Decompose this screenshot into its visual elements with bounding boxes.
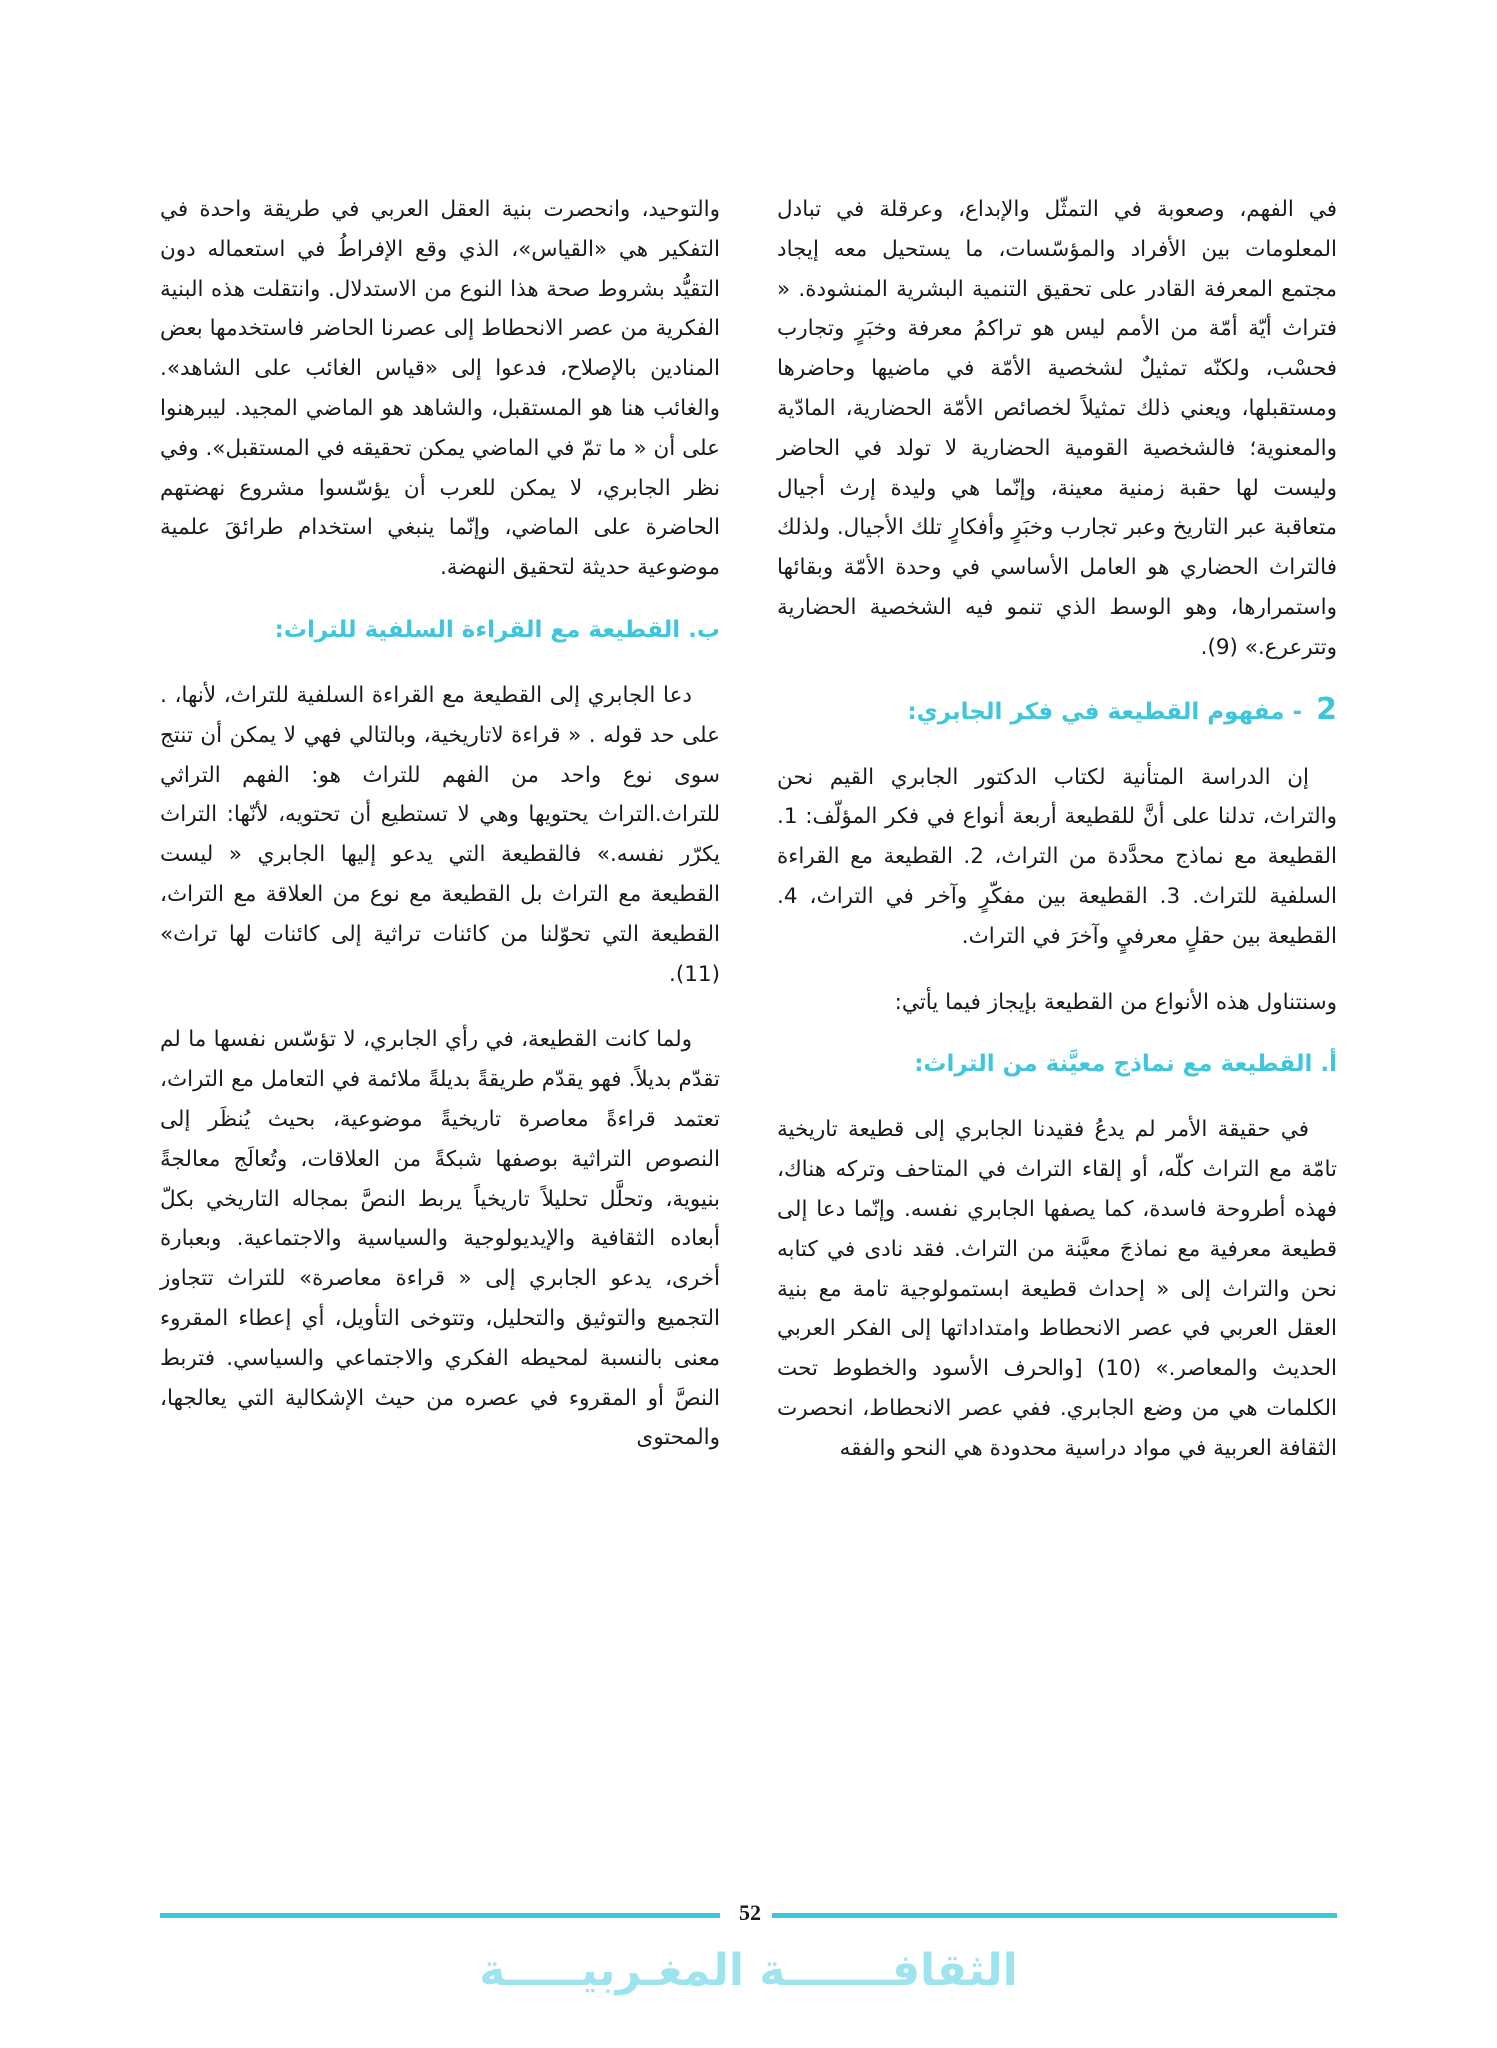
body-paragraph: إن الدراسة المتأنية لكتاب الدكتور الجابري القيم نحن والتراث، تدلنا على أنَّ للقطيعة أربعة أنواع في فكر المؤلّف: 1. القطيعة مع نماذج محدَّدة من التراث، 2. القطيعة مع القراءة السلفية للتراث. 3. القطيعة بين مفكّرٍ وآخر في التراث، 4. القطيعة بين حقلٍ معرفيٍ وآخرَ في التراث.	[777, 764, 1337, 949]
left-column	[160, 190, 720, 1458]
body-paragraph: في حقيقة الأمر لم يدعُ فقيدنا الجابري إلى قطيعة تاريخية تامّة مع التراث كلّه، أو إلقاء التراث في المتاحف وتركه هناك، فهذه أطروحة فاسدة، كما يصفها الجابري نفسه. وإنّما دعا إلى قطيعة معرفية مع نماذجَ معيَّنة من التراث. فقد نادى في كتابه نحن والتراث إلى « إحداث قطيعة ابستمولوجية تامة مع بنية العقل العربي في عصر الانحطاط وامتداداتها إلى الفكر العربي الحديث والمعاصر.» (10) [والحرف الأسود والخطوط تحت الكلمات هي من وضع الجابري. ففي عصر الانحطاط، انحصرت الثقافة العربية في مواد دراسية محدودة هي النحو والفقه	[777, 1117, 1337, 1461]
body-paragraph: في الفهم، وصعوبة في التمثّل والإبداع، وعرقلة في تبادل المعلومات بين الأفراد والمؤسّسات، ما يستحيل معه إيجاد مجتمع المعرفة القادر على تحقيق التنمية البشرية المنشودة. « فتراث أيّة أمّة من الأمم ليس هو تراكمُ معرفة وخبَرٍ وتجارب فحسْب، ولكنّه تمثيلٌ لشخصية الأمّة في ماضيها وحاضرها ومستقبلها، ويعني ذلك تمثيلاً لخصائص الأمّة الحضارية، المادّية والمعنوية؛ فالشخصية القومية الحضارية لا تولد في الحاضر وليست لها حقبة زمنية معينة، وإنّما هي وليدة إرث أجيال متعاقبة عبر التاريخ وعبر تجارب وخبَرٍ وأفكارٍ تلك الأجيال. ولذلك فالتراث الحضاري هو العامل الأساسي في وحدة الأمّة وبقائها واستمرارها، وهو الوسط الذي تنمو فيه الشخصية الحضارية وتترعرع.» (9).	[777, 197, 1337, 660]
body-paragraph: والتوحيد، وانحصرت بنية العقل العربي في طريقة واحدة في التفكير هي «القياس»، الذي وقع الإفراطُ في استعماله دون التقيُّد بشروط صحة هذا النوع من الاستدلال. وانتقلت هذه البنية الفكرية من عصر الانحطاط إلى عصرنا الحاضر فاستخدمها بعض المنادين بالإصلاح، فدعوا إلى «قياس الغائب على الشاهد». والغائب هنا هو المستقبل، والشاهد هو الماضي المجيد. ليبرهنوا على أن « ما تمّ في الماضي يمكن تحقيقه في المستقبل». وفي نظر الجابري، لا يمكن للعرب أن يؤسّسوا مشروع نهضتهم الحاضرة على الماضي، وإنّما ينبغي استخدام طرائقَ علمية موضوعية حديثة لتحقيق النهضة.	[160, 197, 720, 581]
footer-rule-right	[772, 1913, 1337, 1918]
page-footer	[0, 1900, 1497, 1930]
body-paragraph: دعا الجابري إلى القطيعة مع القراءة السلفية للتراث، لأنها، . على حد قوله . « قراءة لاتاريخية، وبالتالي فهي لا يمكن أن تنتج سوى نوع واحد من الفهم للتراث هو: الفهم التراثي للتراث.التراث يحتويها وهي لا تستطيع أن تحتويه، لأنّها: التراث يكرّر نفسه.» فالقطيعة التي يدعو إليها الجابري « ليست القطيعة مع التراث بل القطيعة مع نوع من العلاقة مع التراث، القطيعة التي تحوّلنا من كائنات تراثية إلى كائنات لها تراث» (11).	[160, 682, 720, 987]
body-paragraph: ولما كانت القطيعة، في رأي الجابري، لا تؤسّس نفسها ما لم تقدّم بديلاً. فهو يقدّم طريقةً بديلةً ملائمة في التعامل مع التراث، تعتمد قراءةً معاصرة تاريخيةً موضوعية، بحيث يُنظَر إلى النصوص التراثية بوصفها شبكةً من العلاقات، وتُعالَج معالجةً بنيوية، وتحلَّل تحليلاً تاريخياً يربط النصَّ بمجاله التاريخي بكلّ أبعاده الثقافية والإيديولوجية والسياسية والاجتماعية. وبعبارة أخرى، يدعو الجابري إلى « قراءة معاصرة» للتراث تتجاوز التجميع والتوثيق والتحليل، وتتوخى التأويل، أي إعطاء المقروء معنى بالنسبة لمحيطه الفكري والاجتماعي والسياسي. فتربط النصَّ أو المقروء في عصره من حيث الإشكالية التي يعالجها، والمحتوى	[160, 1027, 720, 1451]
subsection-heading-a: أ. القطيعة مع نماذج معيَّنة من التراث:	[914, 1051, 1337, 1078]
section-heading-2	[777, 690, 1337, 732]
right-column	[777, 190, 1337, 1469]
section-number: 2	[1316, 691, 1337, 727]
section-heading-text: - مفهوم القطيعة في فكر الجابري:	[907, 698, 1303, 725]
magazine-title: الثقافـــــــة المغـربيـــــة	[479, 1945, 1018, 1996]
body-paragraph: وسنتناول هذه الأنواع من القطيعة بإيجاز فيما يأتي:	[894, 989, 1337, 1015]
footer-rule-left	[160, 1913, 720, 1918]
page-number: 52	[739, 1900, 761, 1925]
subsection-heading-b: ب. القطيعة مع القراءة السلفية للتراث:	[274, 616, 720, 643]
